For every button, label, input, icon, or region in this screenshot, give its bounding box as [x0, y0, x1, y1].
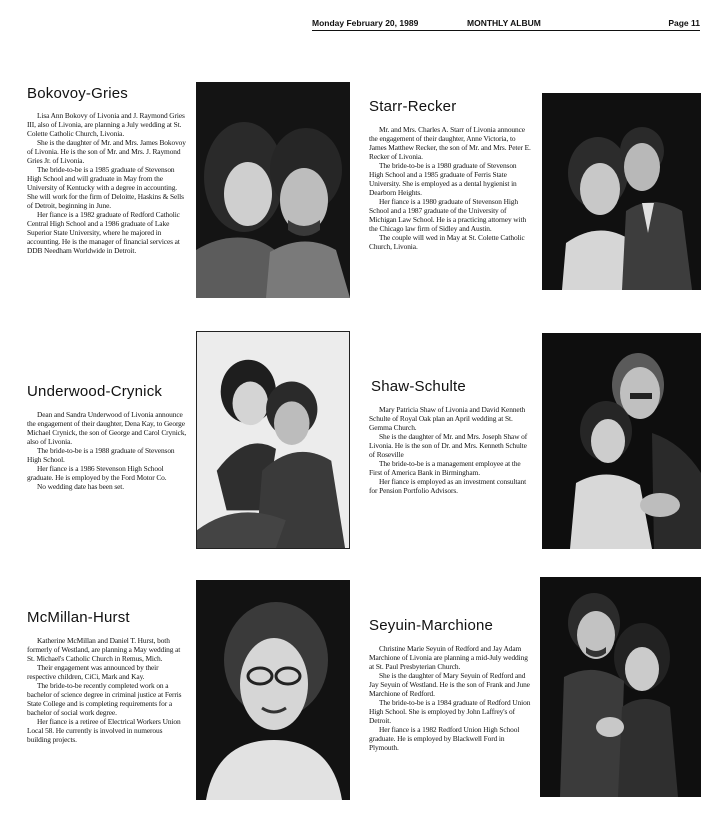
paragraph: Lisa Ann Bokovy of Livonia and J. Raymond Gries III, also of Livonia, are planning a July wedding at St. Colette Catholic Church, Livonia. [27, 111, 185, 138]
page-header [312, 16, 700, 31]
paragraph: Her fiance is employed as an investment consultant for Pension Portfolio Advisors. [369, 477, 527, 495]
announcement-text [27, 410, 187, 491]
paragraph: The bride-to-be is a 1984 graduate of Redford Union High School. She is employed by John Laffrey's of Detroit. [369, 698, 531, 725]
paragraph: She is the daughter of Mr. and Mrs. James Bokovoy of Livonia. He is the son of Mr. and Mrs. J. Raymond Gries Jr. of Livonia. [27, 138, 186, 165]
paragraph: No wedding date has been set. [37, 482, 124, 491]
paragraph: Christine Marie Seyuin of Redford and Jay Adam Marchione of Livonia are planning a mid-July wedding at St. Paul Presbyterian Church. [369, 644, 528, 671]
paragraph: The bride-to-be is a 1985 graduate of Stevenson High School and will graduate in May from the University of Kentucky with a degree in accounting. She will work for the firm of Deloitte, Haskins & Sells of Detroit, beginning in June. [27, 165, 184, 210]
paragraph: The bride-to-be is a 1980 graduate of Stevenson High School and a 1985 graduate of Ferris State University. She is employed as a dental hygienist in Dearborn Heights. [369, 161, 517, 197]
announcement-text [369, 644, 532, 752]
announcement-title: McMillan-Hurst [27, 609, 130, 626]
paragraph: The couple will wed in May at St. Colette Catholic Church, Livonia. [369, 233, 525, 251]
header-date: Monday February 20, 1989 [312, 18, 419, 28]
paragraph: The bride-to-be is a management employee at the First of America Bank in Birmingham. [369, 459, 521, 477]
couple-photo [540, 577, 701, 797]
couple-photo [542, 93, 701, 290]
paragraph: She is the daughter of Mr. and Mrs. Joseph Shaw of Livonia. He is the son of Dr. and Mrs. Kenneth Schulte of Roseville [369, 432, 528, 459]
announcement-title: Starr-Recker [369, 98, 457, 115]
header-publication: MONTHLY ALBUM [467, 18, 541, 28]
announcement-title: Bokovoy-Gries [27, 85, 128, 102]
announcement-text [27, 636, 187, 744]
paragraph: Her fiance is a 1982 Redford Union High School graduate. He is employed by Blackwell Ford in Plymouth. [369, 725, 520, 752]
paragraph: Her fiance is a 1986 Stevenson High School graduate. He is employed by the Ford Motor Co. [27, 464, 167, 482]
announcement-title: Underwood-Crynick [27, 383, 163, 400]
couple-photo [542, 333, 701, 549]
announcement-title: Shaw-Schulte [371, 378, 466, 395]
paragraph: Mr. and Mrs. Charles A. Starr of Livonia announce the engagement of their daughter, Anne Victoria, to James Matthew Recker, the son of Mr. and Mrs. Peter E. Recker of Livonia. [369, 125, 531, 161]
paragraph: Her fiance is a retiree of Electrical Workers Union Local 58. He currently is involved in numerous building projects. [27, 717, 181, 744]
announcement-text [27, 111, 187, 255]
couple-photo [196, 82, 350, 298]
couple-photo [196, 331, 350, 549]
paragraph: Her fiance is a 1980 graduate of Stevenson High School and a 1987 graduate of the University of Michigan Law School. He is a practicing attorney with the Chicago law firm of Sidley and Austin. [369, 197, 527, 233]
paragraph: The bride-to-be recently completed work on a bachelor of science degree in criminal justice at Ferris State College and is completing requirements for a bachelor of social work degree. [27, 681, 182, 717]
announcement-text [369, 125, 532, 251]
header-page-number: Page 11 [668, 18, 700, 28]
paragraph: The bride-to-be is a 1988 graduate of Stevenson High School. [27, 446, 175, 464]
paragraph: Mary Patricia Shaw of Livonia and David Kenneth Schulte of Royal Oak plan an April wedding at St. Gemma Church. [369, 405, 526, 432]
paragraph: She is the daughter of Mary Seyuin of Redford and Jay Seyuin of Westland. He is the son of Frank and June Marchione of Redford. [369, 671, 530, 698]
paragraph: Dean and Sandra Underwood of Livonia announce the engagement of their daughter, Dena Kay, to George Michael Crynick, the son of George and Carol Crynick, also of Livonia. [27, 410, 187, 446]
paragraph: Her fiance is a 1982 graduate of Redford Catholic Central High School and a 1986 graduate of Lake Superior State University, where he majored in accounting. He is the manager of financial services at DDB Needham Worldwide in Detroit. [27, 210, 180, 255]
announcement-title: Seyuin-Marchione [369, 617, 494, 634]
portrait-photo [196, 580, 350, 800]
paragraph: Katherine McMillan and Daniel T. Hurst, both formerly of Westland, are planning a May wedding at St. Michael's Catholic Church in Remus, Mich. [27, 636, 181, 663]
announcement-text [369, 405, 532, 495]
paragraph: Their engagement was announced by their respective children, CiCi, Mark and Kay. [27, 663, 159, 681]
